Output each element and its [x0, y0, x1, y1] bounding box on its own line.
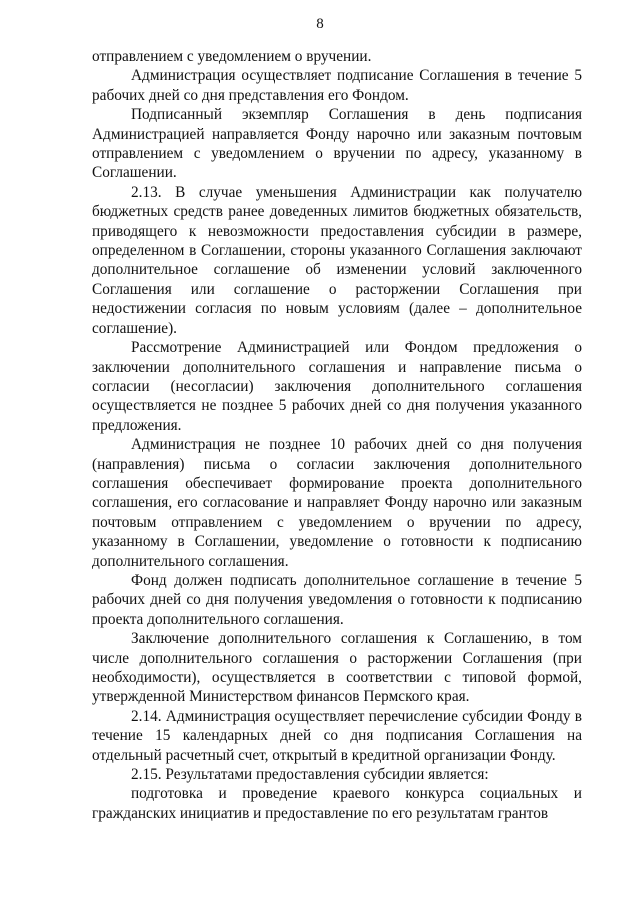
paragraph: Рассмотрение Администрацией или Фондом предложения о заключении дополнительного соглашения и направление письма о согласии (несогласии) заключения дополнительного соглашения осуществляется не позднее 5 рабочих дней со дня получения указанного предложения.: [92, 339, 582, 434]
page-number: 8: [316, 16, 324, 32]
paragraph: отправлением с уведомлением о вручении.: [92, 48, 372, 65]
paragraph: Администрация осуществляет подписание Соглашения в течение 5 рабочих дней со дня представления его Фондом.: [92, 67, 582, 104]
paragraph: Администрация не позднее 10 рабочих дней со дня получения (направления) письма о согласии заключения дополнительного соглашения обеспечивает формирование проекта дополнительного соглашения, его согласование и направляет Фонду нарочно или заказным почтовым отправлением с уведомлением о вручении по адресу, указанному в Соглашении, уведомление о готовности к подписанию дополнительного соглашения.: [92, 436, 582, 570]
paragraph: 2.15. Результатами предоставления субсидии является:: [131, 766, 489, 784]
paragraph: Фонд должен подписать дополнительное соглашение в течение 5 рабочих дней со дня получения уведомления о готовности к подписанию проекта дополнительного соглашения.: [92, 571, 582, 628]
paragraph: 2.14. Администрация осуществляет перечисление субсидии Фонду в течение 15 календарных дней со дня подписания Соглашения на отдельный расчетный счет, открытый в кредитной организации Фонду.: [92, 707, 582, 764]
paragraph: Подписанный экземпляр Соглашения в день подписания Администрацией направляется Фонду нарочно или заказным почтовым отправлением с уведомлением о вручении по адресу, указанному в Соглашении.: [92, 106, 582, 182]
paragraph: Заключение дополнительного соглашения к Соглашению, в том числе дополнительного соглашения о расторжении Соглашения (при необходимости), осуществляется в соответствии с типовой формой, утвержденной Министерством финансов Пермского края.: [92, 630, 582, 706]
paragraph: 2.13. В случае уменьшения Администрации как получателю бюджетных средств ранее доведенных лимитов бюджетных обязательств, приводящего к невозможности предоставления субсидии в размере, определенном в Соглашении, стороны указанного Соглашения заключают дополнительное соглашение об изменении условий заключенного Соглашения или соглашение о расторжении Соглашения при недостижении согласия по новым условиям (далее – дополнительное соглашение).: [92, 183, 582, 337]
paragraph: подготовка и проведение краевого конкурса социальных и гражданских инициатив и предоставление по его результатам грантов: [92, 785, 582, 822]
document-body: [92, 47, 582, 823]
